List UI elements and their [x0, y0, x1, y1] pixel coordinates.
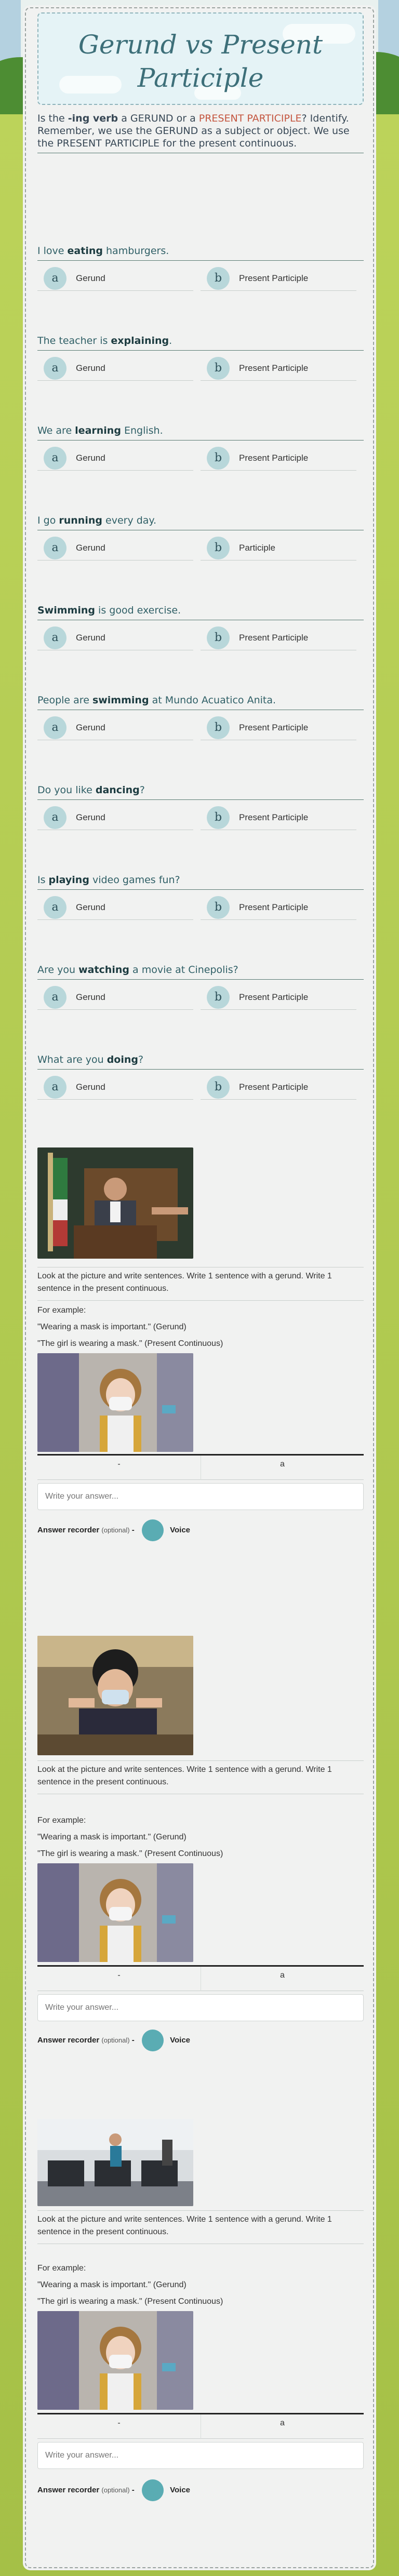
option-letter-b: b	[207, 896, 230, 919]
answer-grid	[37, 1454, 364, 1480]
photo-girl-mask	[37, 1863, 193, 1962]
option-a[interactable]	[37, 896, 193, 920]
question-prompt: People are swimming at Mundo Acuatico Anita.	[37, 695, 276, 706]
option-a[interactable]	[37, 267, 193, 291]
answer-grid-left: -	[117, 1971, 121, 1980]
option-b[interactable]	[201, 626, 356, 650]
option-a[interactable]	[37, 626, 193, 650]
answer-grid-right: a	[201, 1456, 364, 1480]
option-label: Present Participle	[239, 902, 309, 912]
option-label: Gerund	[76, 543, 105, 553]
option-letter-a: a	[44, 267, 66, 290]
question-6	[37, 693, 364, 739]
option-letter-b: b	[207, 986, 230, 1009]
question-5	[37, 603, 364, 649]
question-9	[37, 963, 364, 1009]
option-letter-a: a	[44, 447, 66, 470]
option-letter-a: a	[44, 357, 66, 380]
option-b[interactable]	[201, 447, 356, 471]
example-gerund: "Wearing a mask is important." (Gerund)	[37, 1833, 187, 1841]
option-a[interactable]	[37, 357, 193, 381]
option-letter-b: b	[207, 537, 230, 559]
option-label: Present Participle	[239, 992, 309, 1002]
answer-grid-left: -	[117, 1460, 121, 1469]
option-label: Gerund	[76, 633, 105, 643]
voice-record-button[interactable]	[142, 2479, 164, 2501]
photo-boy-mask	[37, 1636, 193, 1755]
recorder-optional: (optional)	[101, 1526, 130, 1534]
photo-girl-mask	[37, 1353, 193, 1452]
option-label: Present Participle	[239, 453, 309, 463]
question-prompt: We are learning English.	[37, 425, 163, 436]
divider	[37, 2210, 364, 2211]
option-letter-a: a	[44, 537, 66, 559]
answer-grid-left: -	[117, 2419, 121, 2427]
option-label: Present Participle	[239, 723, 309, 732]
option-b[interactable]	[201, 896, 356, 920]
question-2	[37, 333, 364, 380]
option-letter-a: a	[44, 1076, 66, 1099]
voice-label: Voice	[170, 1526, 191, 1534]
option-label: Gerund	[76, 453, 105, 463]
option-label: Gerund	[76, 723, 105, 732]
page-title: Gerund vs Present Participle	[78, 30, 323, 93]
photo-girl-mask	[37, 2311, 193, 2410]
option-letter-b: b	[207, 716, 230, 739]
option-label: Participle	[239, 543, 275, 553]
option-b[interactable]	[201, 716, 356, 740]
option-label: Present Participle	[239, 633, 309, 643]
example-gerund: "Wearing a mask is important." (Gerund)	[37, 2280, 187, 2289]
question-3	[37, 423, 364, 470]
option-letter-a: a	[44, 896, 66, 919]
example-label: For example:	[37, 1816, 86, 1825]
photo-gym	[37, 2119, 193, 2206]
question-prompt: What are you doing?	[37, 1054, 144, 1065]
writing-task-3	[37, 2119, 364, 2545]
option-letter-b: b	[207, 1076, 230, 1099]
option-letter-a: a	[44, 806, 66, 829]
option-a[interactable]	[37, 537, 193, 560]
option-label: Gerund	[76, 812, 105, 822]
writing-task-2	[37, 1636, 364, 2072]
answer-grid-right: a	[201, 2414, 364, 2439]
question-4	[37, 513, 364, 559]
option-letter-b: b	[207, 267, 230, 290]
question-prompt: I love eating hamburgers.	[37, 245, 169, 257]
option-a[interactable]	[37, 986, 193, 1010]
question-prompt: Swimming is good exercise.	[37, 605, 181, 616]
instructions-text: Is the -ing verb a GERUND or a PRESENT PARTICIPLE? Identify. Remember, we use the GERUND as a subject or object. We use the PRESENT PARTICIPLE for the present continuous.	[37, 113, 350, 149]
option-label: Gerund	[76, 902, 105, 912]
divider	[37, 1300, 364, 1301]
example-present-continuous: "The girl is wearing a mask." (Present Continuous)	[37, 1339, 223, 1348]
voice-record-button[interactable]	[142, 1519, 164, 1541]
option-b[interactable]	[201, 986, 356, 1010]
option-label: Gerund	[76, 273, 105, 283]
option-a[interactable]	[37, 806, 193, 830]
option-label: Gerund	[76, 363, 105, 373]
question-7	[37, 783, 364, 829]
task-text: Look at the picture and write sentences. Write 1 sentence with a gerund. Write 1 sentence in the present continuous.	[37, 2215, 332, 2236]
question-10	[37, 1052, 364, 1099]
option-letter-b: b	[207, 626, 230, 649]
option-letter-a: a	[44, 626, 66, 649]
option-label: Gerund	[76, 992, 105, 1002]
answer-recorder: Answer recorder (optional) - Voice	[37, 2479, 190, 2501]
option-b[interactable]	[201, 357, 356, 381]
task-text: Look at the picture and write sentences. Write 1 sentence with a gerund. Write 1 sentence in the present continuous.	[37, 1272, 332, 1293]
question-8	[37, 873, 364, 919]
example-label: For example:	[37, 2264, 86, 2273]
recorder-label: Answer recorder	[37, 2486, 100, 2494]
option-label: Present Participle	[239, 363, 309, 373]
photo-press-conference	[37, 1147, 193, 1259]
answer-input[interactable]	[37, 2442, 364, 2469]
example-present-continuous: "The girl is wearing a mask." (Present Continuous)	[37, 1849, 223, 1858]
option-b[interactable]	[201, 267, 356, 291]
question-1	[37, 244, 364, 290]
answer-grid	[37, 1965, 364, 1991]
divider	[37, 1760, 364, 1761]
instructions-block	[37, 112, 364, 153]
option-a[interactable]	[37, 447, 193, 471]
option-b[interactable]	[201, 537, 356, 560]
question-prompt: Are you watching a movie at Cinepolis?	[37, 964, 238, 976]
recorder-optional: (optional)	[101, 2036, 130, 2044]
answer-grid	[37, 2413, 364, 2439]
question-prompt: Do you like dancing?	[37, 784, 145, 796]
option-a[interactable]	[37, 716, 193, 740]
answer-grid-right: a	[201, 1967, 364, 1991]
option-letter-a: a	[44, 716, 66, 739]
writing-task-1	[37, 1147, 364, 1589]
example-present-continuous: "The girl is wearing a mask." (Present Continuous)	[37, 2297, 223, 2306]
option-label: Gerund	[76, 1082, 105, 1092]
option-label: Present Participle	[239, 1082, 309, 1092]
answer-recorder: Answer recorder (optional) - Voice	[37, 2030, 190, 2051]
worksheet-page	[25, 7, 374, 2568]
voice-record-button[interactable]	[142, 2030, 164, 2051]
answer-recorder: Answer recorder (optional) - Voice	[37, 1519, 190, 1541]
option-b[interactable]	[201, 1076, 356, 1100]
example-label: For example:	[37, 1306, 86, 1315]
voice-label: Voice	[170, 2486, 191, 2494]
option-b[interactable]	[201, 806, 356, 830]
option-letter-b: b	[207, 447, 230, 470]
task-text: Look at the picture and write sentences. Write 1 sentence with a gerund. Write 1 sentence in the present continuous.	[37, 1765, 332, 1786]
voice-label: Voice	[170, 2036, 191, 2045]
recorder-label: Answer recorder	[37, 2036, 100, 2045]
question-prompt: Is playing video games fun?	[37, 874, 180, 886]
option-label: Present Participle	[239, 812, 309, 822]
worksheet-header	[37, 12, 364, 105]
option-label: Present Participle	[239, 273, 309, 283]
option-letter-b: b	[207, 806, 230, 829]
answer-input[interactable]	[37, 1483, 364, 1510]
option-letter-a: a	[44, 986, 66, 1009]
option-letter-b: b	[207, 357, 230, 380]
recorder-label: Answer recorder	[37, 1526, 100, 1534]
question-prompt: The teacher is explaining.	[37, 335, 172, 346]
option-a[interactable]	[37, 1076, 193, 1100]
question-prompt: I go running every day.	[37, 515, 157, 526]
example-gerund: "Wearing a mask is important." (Gerund)	[37, 1323, 187, 1331]
answer-input[interactable]	[37, 1994, 364, 2021]
recorder-optional: (optional)	[101, 2486, 130, 2494]
